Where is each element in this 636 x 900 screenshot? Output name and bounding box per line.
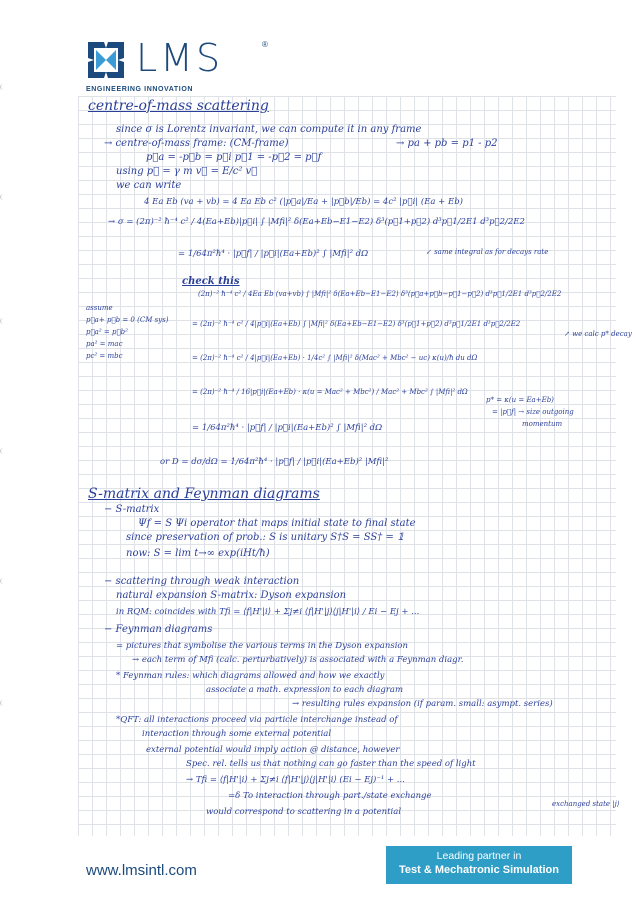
note-annotation: ↗ we calc p* decay xyxy=(564,330,632,338)
logo-subtitle: ENGINEERING INNOVATION xyxy=(86,86,194,93)
note-line: * Feynman rules: which diagrams allowed and how we exactly xyxy=(116,671,385,681)
lms-logo-mark-icon xyxy=(86,40,126,80)
punch-hole xyxy=(0,700,7,706)
assume-note: pa² = mac xyxy=(86,340,123,348)
formula-line: 4 Ea Eb (va + vb) = 4 Ea Eb c² (|p⃗a|/Ea + |p⃗b|/Eb) = 4c² |p⃗i| (Ea + Eb) xyxy=(144,197,463,207)
punch-hole xyxy=(0,448,7,454)
heading-s-matrix: S-matrix and Feynman diagrams xyxy=(88,486,320,502)
note-line: → centre-of-mass frame: (CM-frame) xyxy=(104,138,289,149)
note-line: − scattering through weak interaction xyxy=(104,576,300,587)
note-line: − S-matrix xyxy=(104,504,160,515)
note-annotation: momentum xyxy=(522,420,563,428)
formula-line: = (2π)⁻² ħ⁻⁴ c² / 4|p⃗i|(Ea+Eb) ∫ |Mfi|² δ(Ea+Eb−E1−E2) δ³(p⃗1+p⃗2) d³p⃗1/2E1 d³p⃗2/2E2 xyxy=(192,320,521,328)
heading-centre-of-mass: centre-of-mass scattering xyxy=(88,98,269,114)
check-note: check this xyxy=(182,276,240,287)
note-line: Ψf = S Ψi operator that maps initial state to final state xyxy=(138,518,416,529)
punch-hole xyxy=(0,578,7,584)
right-margin xyxy=(616,96,636,836)
note-annotation: exchanged state |j⟩ xyxy=(552,800,620,808)
note-line: − Feynman diagrams xyxy=(104,624,213,635)
note-line: natural expansion S-matrix: Dyson expansion xyxy=(116,590,347,601)
formula-line: = 1/64π²ħ⁴ · |p⃗f| / |p⃗i|(Ea+Eb)² ∫ |Mfi|² dΩ xyxy=(192,423,383,433)
formula-line: = (2π)⁻² ħ⁻⁴ c² / 4|p⃗i|(Ea+Eb) · 1/4c² ∫ |Mfi|² δ(Mac² + Mbc² − uc) κ(u)/ħ du dΩ xyxy=(192,354,478,362)
note-line: using p⃗ = γ m v⃗ = E/c² v⃗ xyxy=(116,166,258,177)
formula-line: → Tfi = ⟨f|H'|i⟩ + Σj≠i ⟨f|H'|j⟩⟨j|H'|i⟩ (Ei − Ej)⁻¹ + ... xyxy=(186,775,405,785)
assume-note: p⃗a² = p⃗b² xyxy=(86,328,128,336)
assume-note: pc² = mbc xyxy=(86,352,123,360)
lms-logo xyxy=(86,36,276,96)
note-line: we can write xyxy=(116,180,182,191)
note-annotation: p* = κ(u = Ea+Eb) xyxy=(486,396,554,404)
note-line: → each term of Mfi (calc. perturbatively) is associated with a Feynman diagr. xyxy=(132,655,464,665)
punch-hole xyxy=(0,84,7,90)
logo-wordmark: LMS xyxy=(136,36,224,80)
formula-line: in RQM: coincides with Tfi = ⟨f|H'|i⟩ + Σj≠i ⟨f|H'|j⟩⟨j|H'|i⟩ / Ei − Ej + ... xyxy=(116,607,420,617)
note-line: = pictures that symbolise the various terms in the Dyson expansion xyxy=(116,641,409,651)
website-link[interactable]: www.lmsintl.com xyxy=(86,862,197,879)
assume-note: p⃗a+ p⃗b = 0 (CM sys) xyxy=(86,316,169,324)
punch-hole xyxy=(0,318,7,324)
note-line: interaction through some external potential xyxy=(142,729,332,739)
left-margin xyxy=(0,96,78,836)
tagline-line-1: Leading partner in xyxy=(436,850,522,862)
formula-line: = 1/64π²ħ⁴ · |p⃗f| / |p⃗i|(Ea+Eb)² ∫ |Mfi|² dΩ xyxy=(178,249,369,259)
note-line: → pa + pb = p1 - p2 xyxy=(396,138,498,149)
formula-line: = (2π)⁻² ħ⁻⁴ / 16|p⃗i|(Ea+Eb) · κ(u = Mac² + Mbc²) / Mac² + Mbc² ∫ |Mfi|² dΩ xyxy=(192,388,468,396)
formula-line: or D = dσ/dΩ = 1/64π²ħ⁴ · |p⃗f| / |p⃗i|(Ea+Eb)² |Mfi|² xyxy=(160,457,389,467)
handwritten-notes xyxy=(86,98,632,834)
note-line: since σ is Lorentz invariant, we can compute it in any frame xyxy=(116,124,422,135)
note-line: now: S = lim t→∞ exp(iHt/ħ) xyxy=(126,548,270,559)
registered-mark: ® xyxy=(262,40,268,49)
note-annotation: ↙ same integral as for decays rate xyxy=(426,248,549,256)
assume-note: assume xyxy=(86,304,113,312)
note-line: p⃗a = -p⃗b = p⃗i p⃗1 = -p⃗2 = p⃗f xyxy=(146,152,322,163)
note-line: since preservation of prob.: S is unitary S†S = SS† = 𝟙 xyxy=(126,532,404,543)
note-line: associate a math. expression to each diagram xyxy=(206,685,404,695)
note-line: would correspond to scattering in a potential xyxy=(206,807,402,817)
note-line: =δ To interaction through part./state exchange xyxy=(228,791,432,801)
punch-hole xyxy=(0,194,7,200)
formula-line: → σ = (2π)⁻² ħ⁻⁴ c² / 4(Ea+Eb)|p⃗i| ∫ |Mfi|² δ(Ea+Eb−E1−E2) δ³(p⃗1+p⃗2) d³p⃗1/2E1 d³p⃗2/2E2 xyxy=(108,217,525,227)
note-annotation: = |p⃗f| → size outgoing xyxy=(492,408,574,416)
note-line: → resulting rules expansion (if param. small: asympt. series) xyxy=(292,699,553,709)
tagline-banner xyxy=(386,846,572,884)
note-line: *QFT: all interactions proceed via particle interchange instead of xyxy=(116,715,398,725)
formula-line: (2π)⁻² ħ⁻⁴ c² / 4Ea Eb (va+vb) ∫ |Mfi|² δ(Ea+Eb−E1−E2) δ³(p⃗a+p⃗b−p⃗1−p⃗2) d³p⃗1/2E1 d³p⃗2/2E2 xyxy=(198,290,562,298)
note-line: Spec. rel. tells us that nothing can go faster than the speed of light xyxy=(186,759,476,769)
note-line: external potential would imply action @ distance, however xyxy=(146,745,400,755)
tagline-line-2: Test & Mechatronic Simulation xyxy=(399,864,559,876)
